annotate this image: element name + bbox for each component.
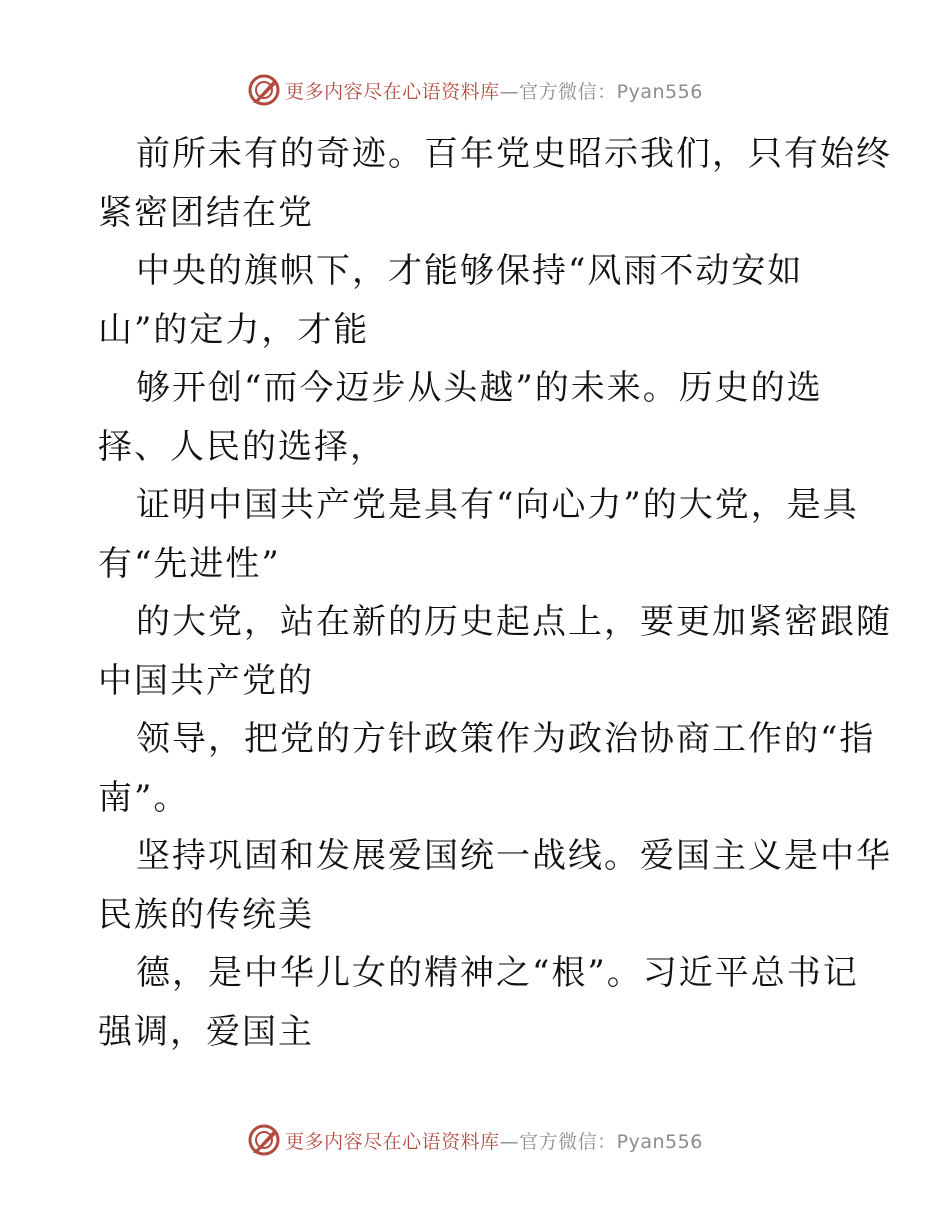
body-line-8: 有“先进性” [98,543,281,584]
header-banner-wechat: 官方微信：Pyan556 [519,80,703,103]
body-line-7: 证明中国共产党是具有“向心力”的大党，是具 [136,485,859,525]
body-line-15: 德，是中华儿女的精神之“根”。习近平总书记 [136,953,859,993]
header-banner-separator: — [499,80,520,103]
body-line-4: 山”的定力，才能 [98,309,370,350]
body-line-2: 紧密团结在党 [98,192,314,233]
body-line-12: 南”。 [98,777,190,818]
document-body [98,125,892,1061]
body-line-13: 坚持巩固和发展爱国统一战线。爱国主义是中华 [136,836,892,876]
body-line-1: 前所未有的奇迹。百年党史昭示我们，只有始终 [136,134,892,174]
body-line-6: 择、人民的选择， [98,426,386,467]
body-line-3: 中央的旗帜下，才能够保持“风雨不动安如 [136,251,804,291]
quill-pen-logo-icon [247,1123,281,1157]
body-line-9: 的大党，站在新的历史起点上，要更加紧密跟随 [136,602,892,642]
footer-banner-wechat: 官方微信：Pyan556 [519,1130,703,1153]
body-line-10: 中国共产党的 [98,660,314,701]
body-line-16: 强调，爱国主 [98,1011,314,1052]
quill-pen-logo-icon [247,73,281,107]
header-banner [0,68,950,112]
body-line-11: 领导，把党的方针政策作为政治协商工作的“指 [136,719,876,759]
body-line-14: 民族的传统美 [98,894,314,935]
footer-banner-main: 更多内容尽在心语资料库 [285,1130,500,1153]
footer-banner-text [285,1127,703,1154]
header-banner-text [285,77,703,104]
header-banner-main: 更多内容尽在心语资料库 [285,80,500,103]
footer-banner-separator: — [499,1130,520,1153]
footer-banner [0,1118,950,1162]
body-line-5: 够开创“而今迈步从头越”的未来。历史的选 [136,368,823,408]
